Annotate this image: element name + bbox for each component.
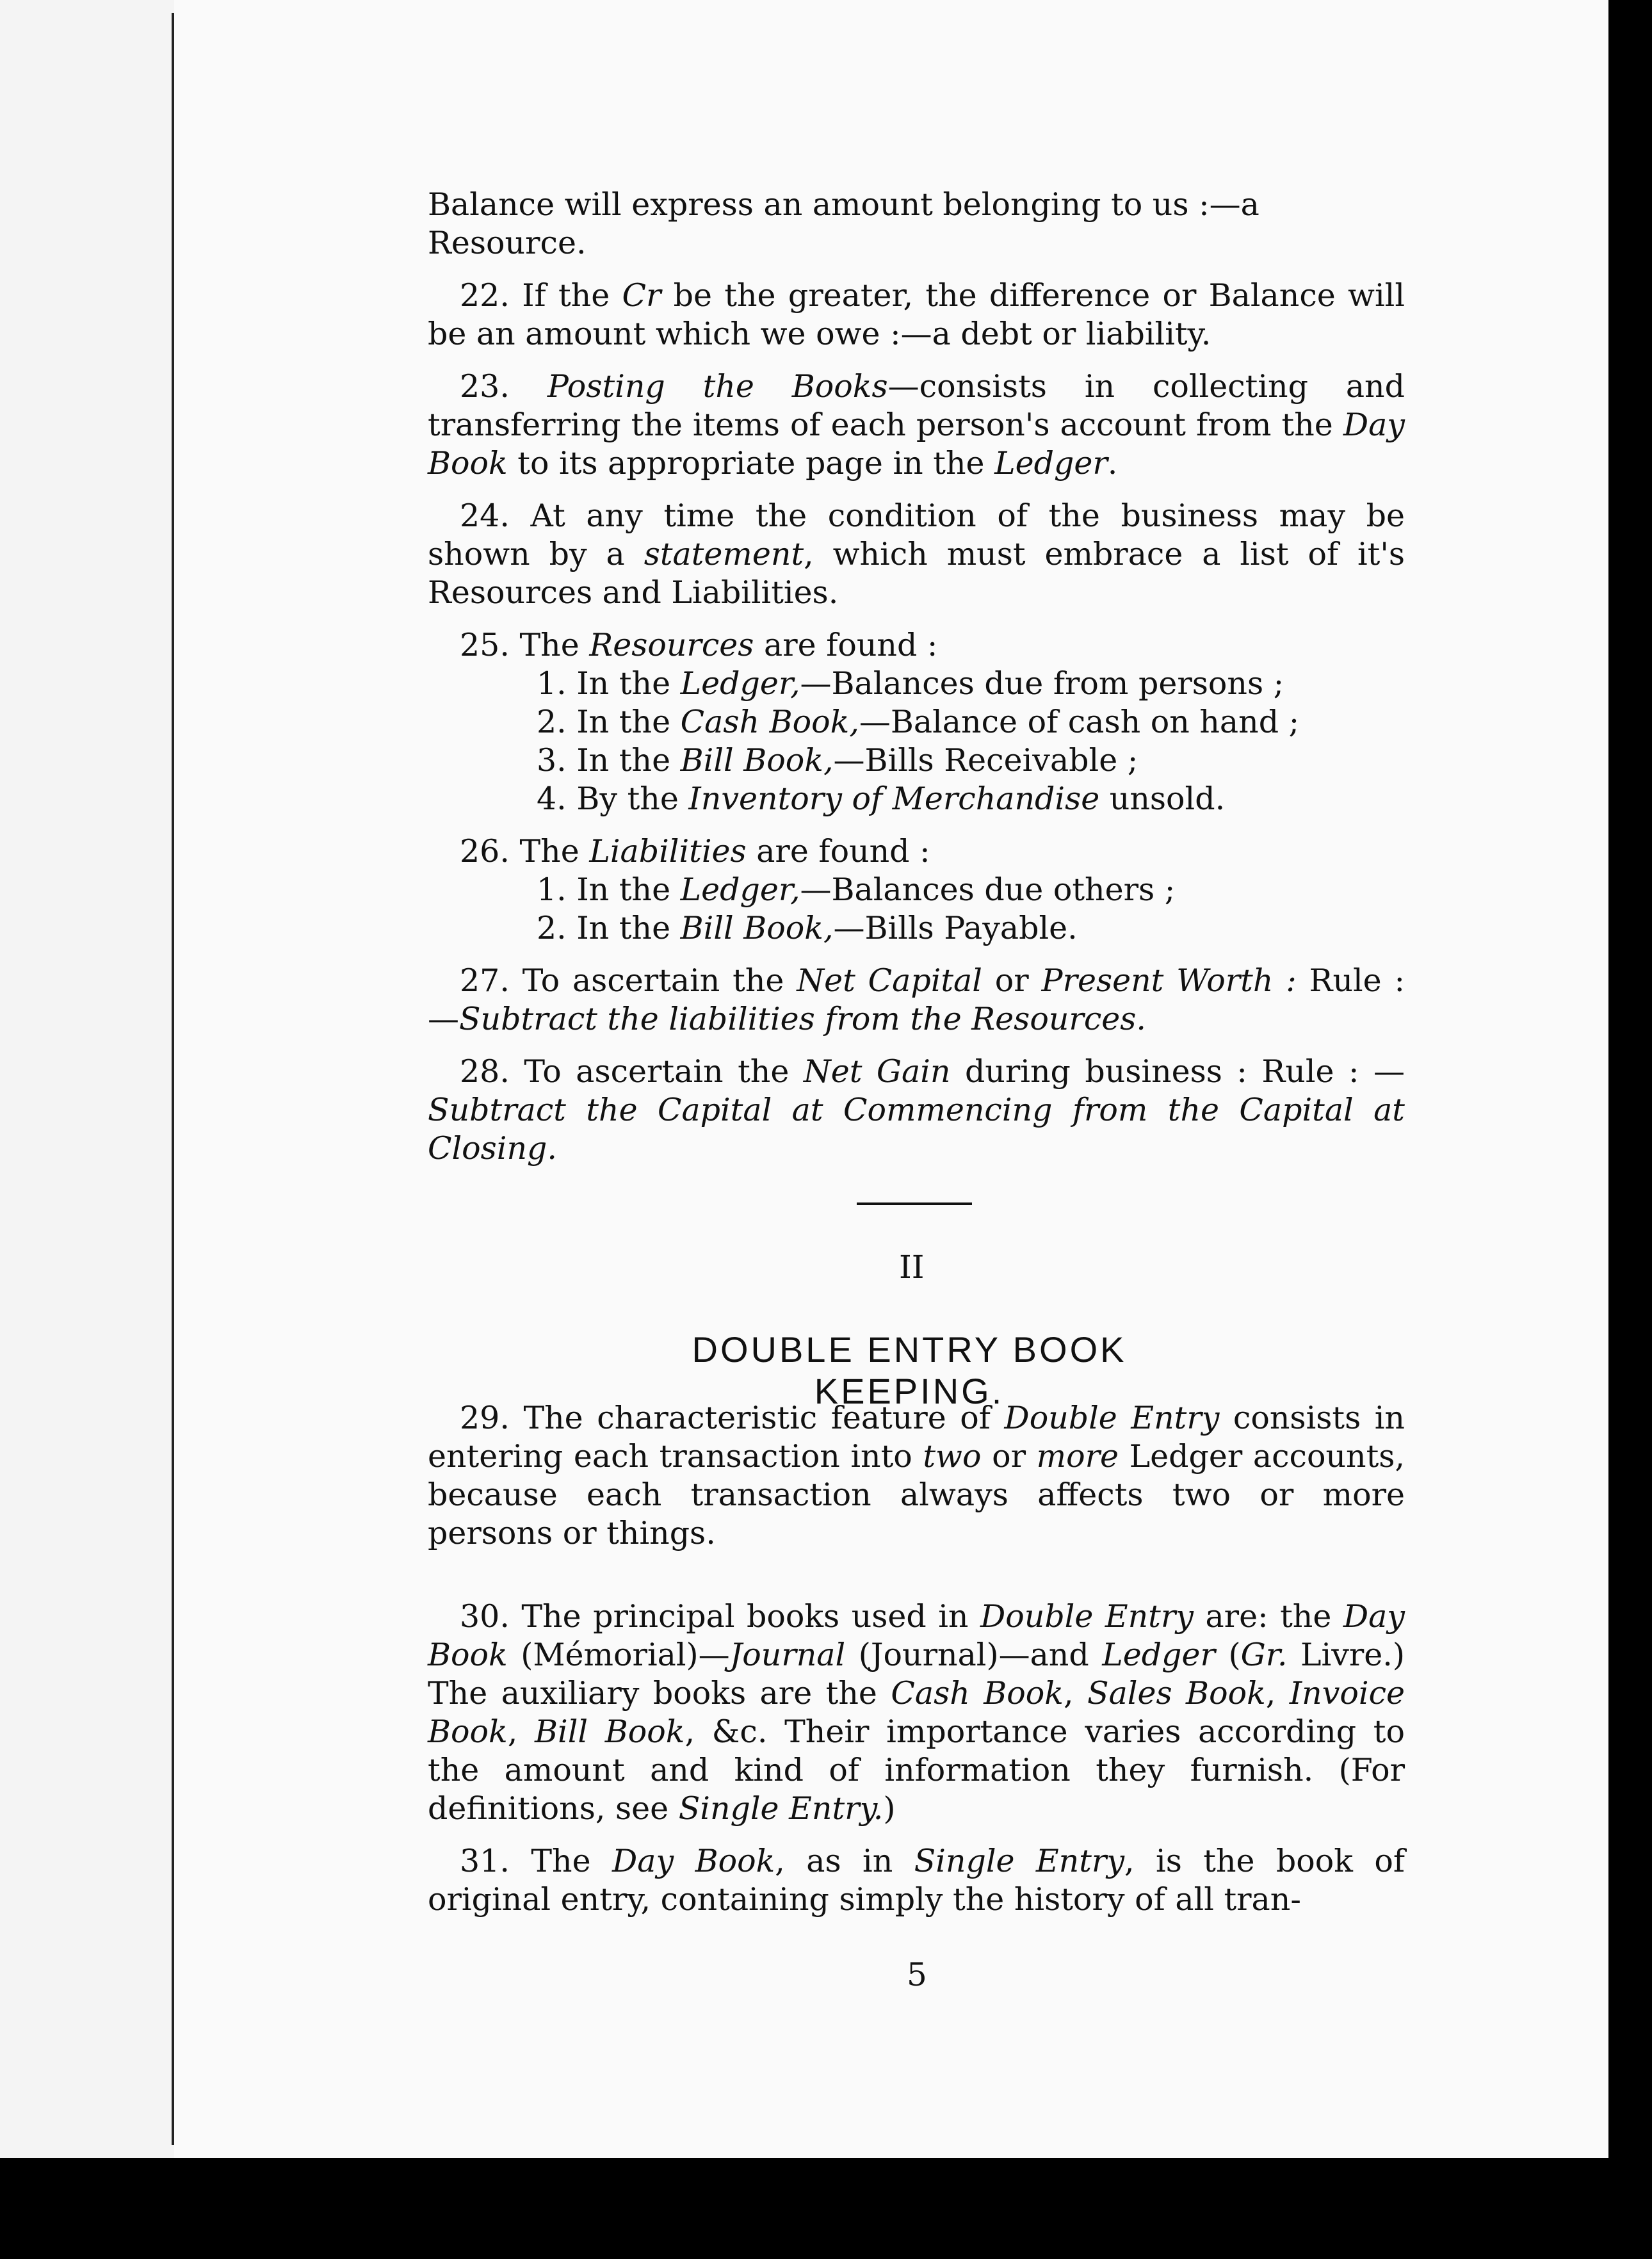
section-divider	[857, 1202, 972, 1205]
paragraph-28: 28. To ascertain the Net Gain during business : Rule : —Subtract the Capital at Commencing from the Capital at Closing.	[428, 1053, 1405, 1167]
liabilities-list	[428, 871, 1405, 948]
lower-text-block	[428, 1399, 1405, 1919]
paragraph-26: 26. The Liabilities are found :	[460, 833, 930, 870]
list-item: 3. In the Bill Book,—Bills Receivable ;	[537, 742, 1138, 779]
paragraph-22: 22. If the Cr be the greater, the difference or Balance will be an amount which we owe :—a debt or liability.	[428, 277, 1405, 352]
paragraph-21-cont: Balance will express an amount belonging to us :—a Resource.	[428, 186, 1259, 261]
paragraph-31: 31. The Day Book, as in Single Entry, is the book of original entry, containing simply the history of all tran-	[428, 1843, 1405, 1918]
upper-text-block	[428, 186, 1405, 1168]
paragraph-24: 24. At any time the condition of the business may be shown by a statement, which must embrace a list of it's Resources and Liabilities.	[428, 498, 1405, 611]
list-item: 1. In the Ledger,—Balances due from persons ;	[537, 665, 1284, 702]
section-numeral: II	[899, 1249, 925, 1286]
scan-border	[0, 2158, 1652, 2259]
list-item: 4. By the Inventory of Merchandise unsold.	[537, 781, 1226, 817]
list-item: 2. In the Bill Book,—Bills Payable.	[537, 910, 1078, 946]
paragraph-30: 30. The principal books used in Double Entry are: the Day Book (Mémorial)—Journal (Journal)—and Ledger (Gr. Livre.) The auxiliary books are the Cash Book, Sales Book, Invoice Book, Bill Book, &c. Their importance varies according to the amount and kind of information they furnish. (For definitions, see Single Entry.)	[428, 1598, 1405, 1827]
paragraph-23: 23. Posting the Books—consists in collecting and transferring the items of each person's account from the Day Book to its appropriate page in the Ledger.	[428, 368, 1405, 482]
paragraph-29: 29. The characteristic feature of Double Entry consists in entering each transaction into two or more Ledger accounts, because each transaction always affects two or more persons or things.	[428, 1400, 1405, 1551]
section-heading: DOUBLE ENTRY BOOK KEEPING.	[692, 1329, 1127, 1411]
page-number: 5	[907, 1956, 927, 1993]
paragraph-25: 25. The Resources are found :	[460, 627, 938, 663]
list-item: 2. In the Cash Book,—Balance of cash on hand ;	[537, 704, 1300, 740]
left-page-edge	[0, 0, 174, 2259]
list-item: 1. In the Ledger,—Balances due others ;	[537, 871, 1176, 908]
paragraph-27: 27. To ascertain the Net Capital or Present Worth : Rule :—Subtract the liabilities from the Resources.	[428, 962, 1405, 1037]
resources-list	[428, 665, 1405, 818]
